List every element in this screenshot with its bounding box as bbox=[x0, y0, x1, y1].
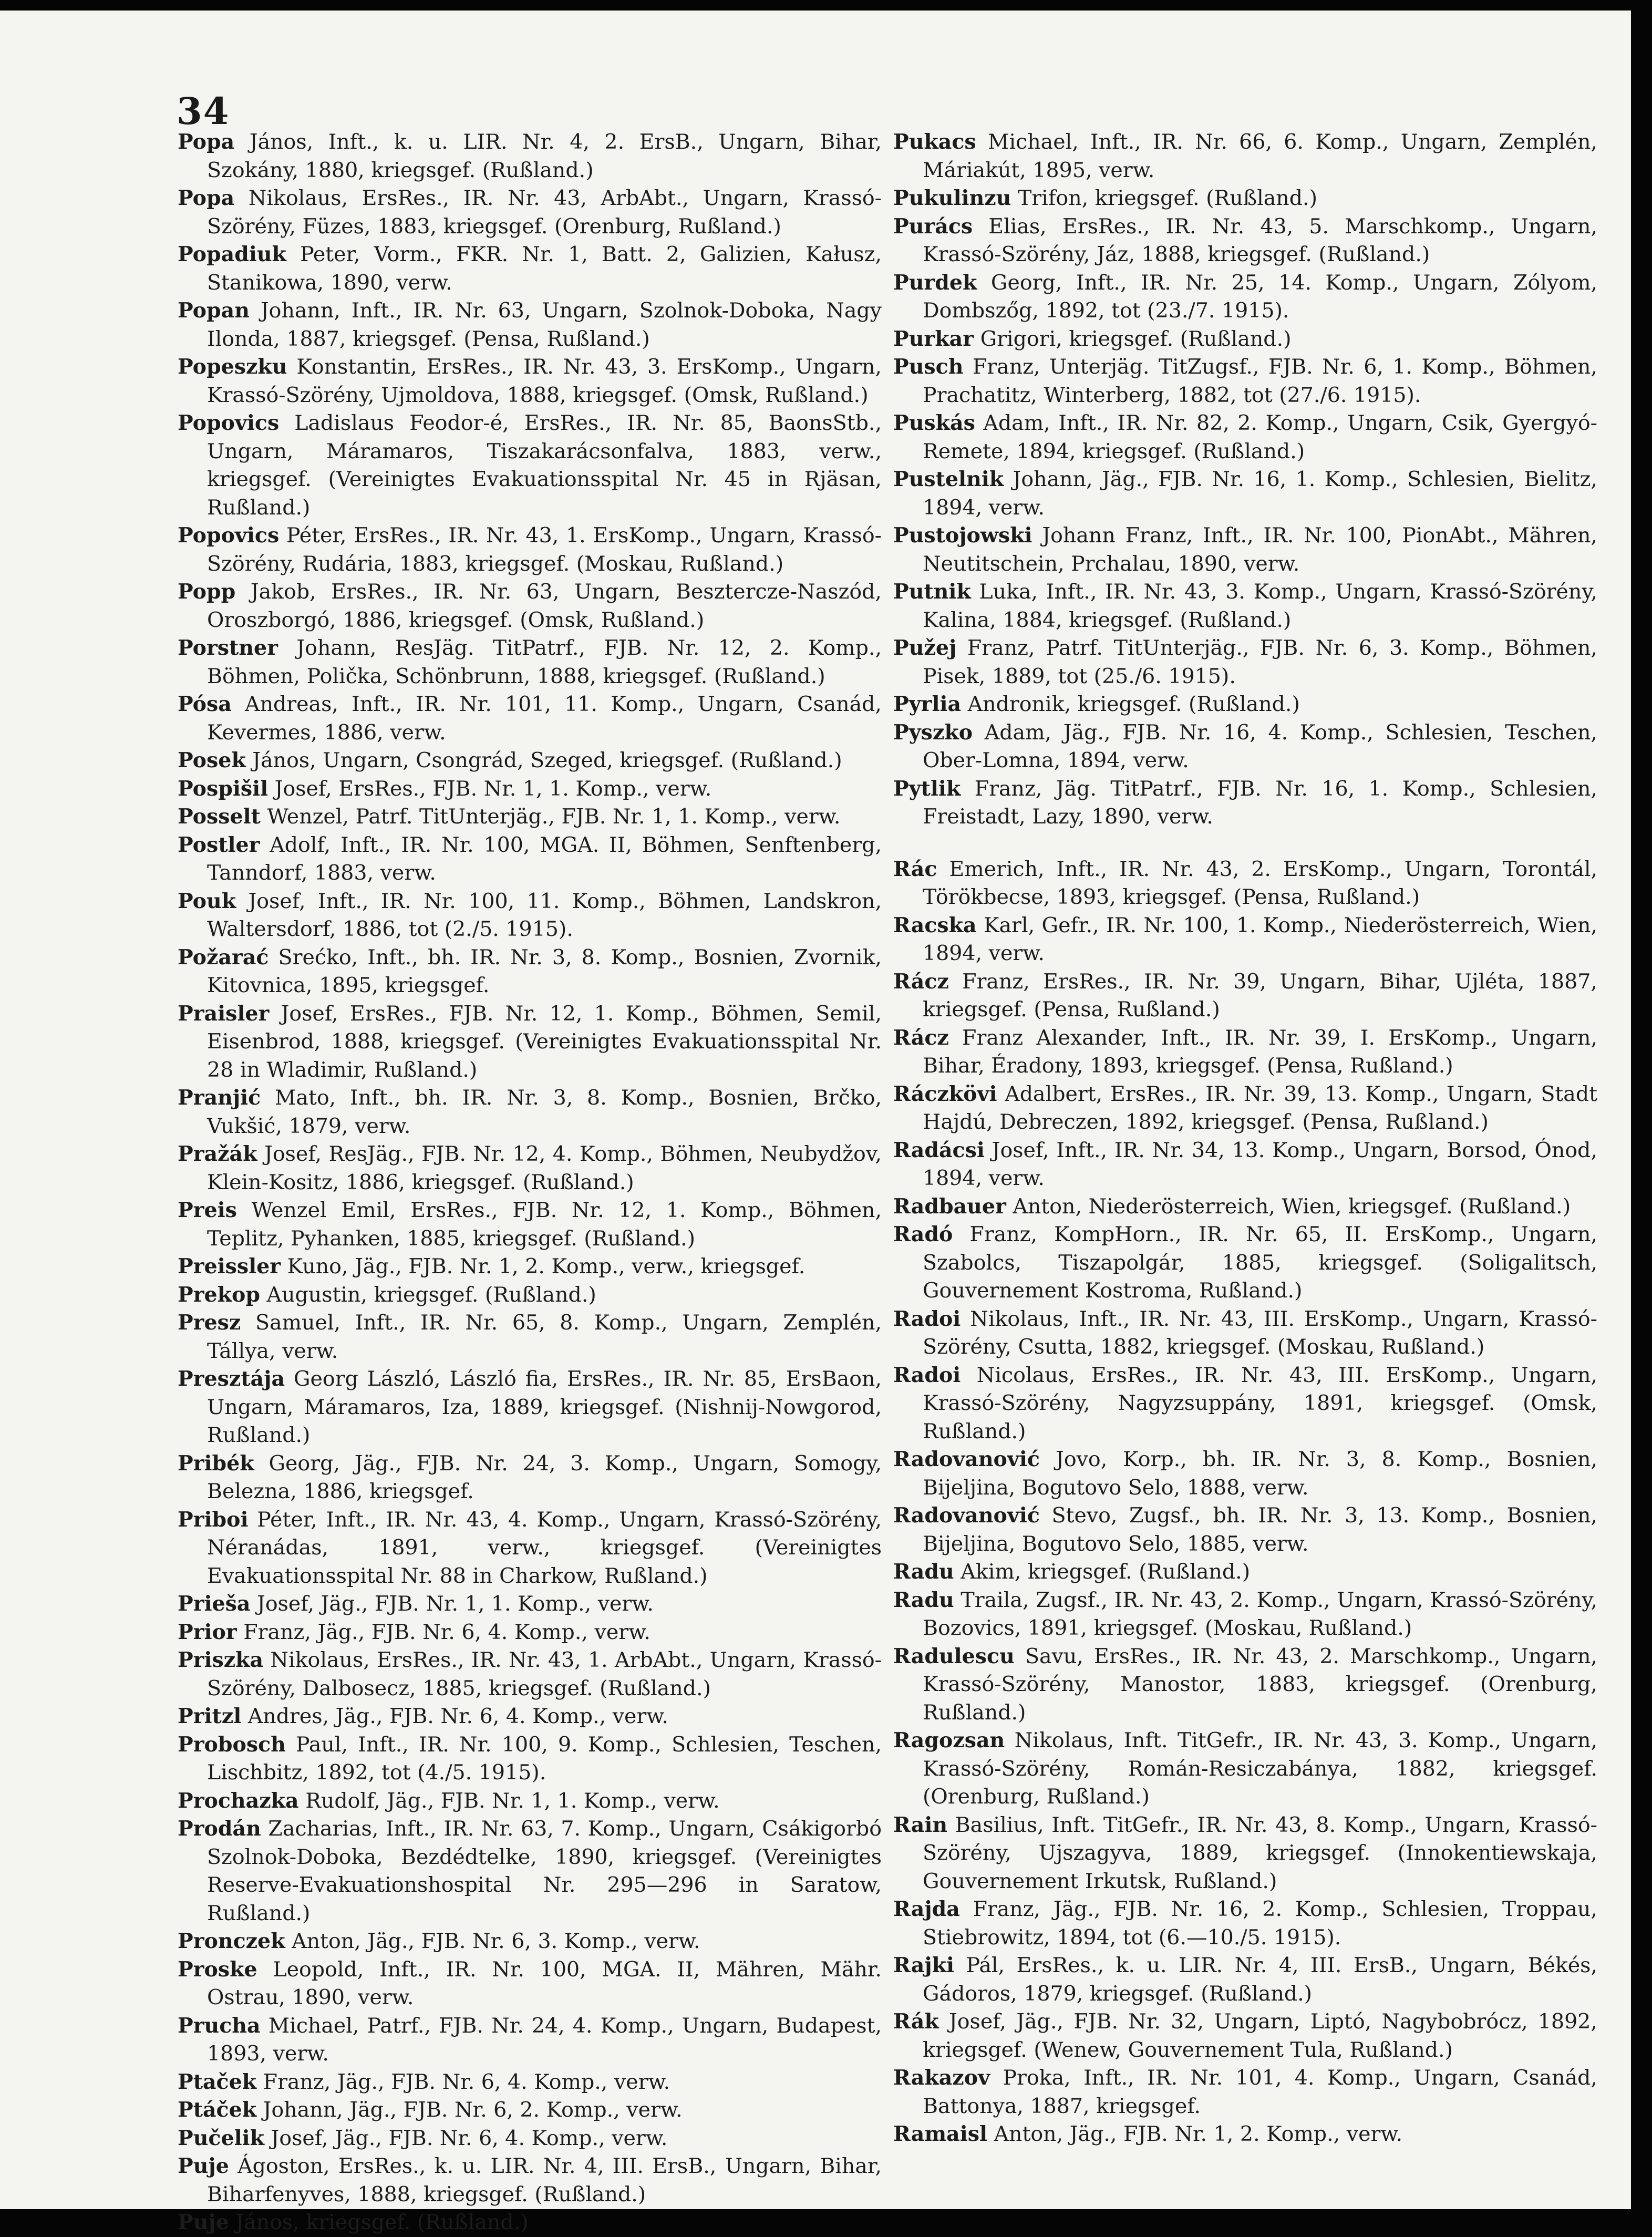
entry-surname: Radulescu bbox=[893, 1644, 1015, 1668]
entry-details: Franz Alexander, Inft., IR. Nr. 39, I. ErsKomp., Ungarn, Bihar, Éradony, 1893, kriegsgef. (Pensa, Rußland.) bbox=[923, 1025, 1598, 1078]
entry-surname: Pražák bbox=[178, 1142, 257, 1166]
entry-surname: Radó bbox=[893, 1222, 953, 1246]
entry-surname: Pusch bbox=[893, 355, 964, 379]
list-entry bbox=[178, 2096, 882, 2125]
entry-surname: Pósa bbox=[178, 692, 232, 716]
list-entry bbox=[178, 803, 882, 831]
entry-surname: Prieša bbox=[178, 1592, 251, 1616]
entry-surname: Popovics bbox=[178, 411, 280, 435]
entry-details: Michael, Inft., IR. Nr. 66, 6. Komp., Ungarn, Zemplén, Máriakút, 1895, verw. bbox=[923, 130, 1597, 182]
list-entry bbox=[178, 1084, 882, 1140]
entry-details: Johann, Inft., IR. Nr. 63, Ungarn, Szolnok-Doboka, Nagy Ilonda, 1887, kriegsgef. (Pensa, Rußland.) bbox=[207, 298, 882, 351]
list-entry bbox=[893, 1952, 1597, 2008]
list-entry bbox=[893, 325, 1597, 354]
list-entry bbox=[178, 2068, 882, 2097]
list-entry bbox=[893, 1137, 1597, 1193]
entry-details: Augustin, kriegsgef. (Rußland.) bbox=[266, 1282, 596, 1307]
entry-details: Johann, Jäg., FJB. Nr. 16, 1. Komp., Schlesien, Bielitz, 1894, verw. bbox=[923, 467, 1597, 520]
entry-surname: Purkar bbox=[893, 326, 974, 351]
entry-details: Franz, ErsRes., IR. Nr. 39, Ungarn, Bihar, Ujléta, 1887, kriegsgef. (Pensa, Rußland.) bbox=[923, 969, 1597, 1022]
entry-details: Samuel, Inft., IR. Nr. 65, 8. Komp., Ungarn, Zemplén, Tállya, verw. bbox=[207, 1311, 882, 1363]
entry-surname: Ramaisl bbox=[893, 2122, 987, 2146]
entry-details: Trifon, kriegsgef. (Rußland.) bbox=[1017, 186, 1317, 210]
entry-details: Srećko, Inft., bh. IR. Nr. 3, 8. Komp., Bosnien, Zvornik, Kitovnica, 1895, kriegsgef. bbox=[207, 945, 882, 997]
entry-details: Michael, Patrf., FJB. Nr. 24, 4. Komp., Ungarn, Budapest, 1893, verw. bbox=[207, 2013, 882, 2066]
list-entry bbox=[178, 1253, 882, 1281]
entry-surname: Posek bbox=[178, 748, 246, 772]
entry-surname: Postler bbox=[178, 832, 260, 857]
entry-details: Franz, Jäg., FJB. Nr. 16, 2. Komp., Schlesien, Troppau, Stiebrowitz, 1894, tot (6.—10./5. 1915). bbox=[923, 1897, 1597, 1950]
entry-surname: Preis bbox=[178, 1198, 237, 1222]
list-entry bbox=[178, 2209, 882, 2237]
list-entry bbox=[178, 1000, 882, 1085]
list-entry bbox=[178, 690, 882, 747]
entry-details: Savu, ErsRes., IR. Nr. 43, 2. Marschkomp., Ungarn, Krassó-Szörény, Manostor, 1883, kriegsgef. (Orenburg, Rußland.) bbox=[923, 1644, 1597, 1725]
entry-details: Andronik, kriegsgef. (Rußland.) bbox=[967, 692, 1300, 716]
list-entry bbox=[893, 269, 1597, 325]
entry-details: Jovo, Korp., bh. IR. Nr. 3, 8. Komp., Bosnien, Bijeljina, Bogutovo Selo, 1888, verw. bbox=[923, 1447, 1598, 1500]
entry-surname: Prucha bbox=[178, 2013, 261, 2038]
list-entry bbox=[178, 1787, 882, 1816]
list-entry bbox=[178, 1731, 882, 1787]
entry-surname: Prodán bbox=[178, 1817, 261, 1841]
entry-details: Franz, Jäg., FJB. Nr. 6, 4. Komp., verw. bbox=[263, 2069, 670, 2094]
entry-details: Franz, Unterjäg. TitZugsf., FJB. Nr. 6, 1. Komp., Böhmen, Prachatitz, Winterberg, 1882, tot (27./6. 1915). bbox=[923, 355, 1597, 407]
entry-surname: Popan bbox=[178, 298, 250, 323]
entry-surname: Ragozsan bbox=[893, 1728, 1005, 1753]
entry-surname: Puje bbox=[178, 2154, 229, 2178]
entry-surname: Popovics bbox=[178, 523, 280, 548]
entry-surname: Pustojowski bbox=[893, 523, 1032, 548]
entry-surname: Pukulinzu bbox=[893, 186, 1011, 210]
entry-details: Traila, Zugsf., IR. Nr. 43, 2. Komp., Ungarn, Krassó-Szörény, Bozovics, 1891, kriegsgef. (Moskau, Rußland.) bbox=[923, 1587, 1597, 1640]
list-entry bbox=[178, 1927, 882, 1956]
list-entry bbox=[893, 1446, 1597, 1502]
list-entry bbox=[178, 297, 882, 353]
entry-surname: Pukacs bbox=[893, 130, 976, 154]
entry-surname: Pužej bbox=[893, 636, 957, 660]
entry-details: Georg, Inft., IR. Nr. 25, 14. Komp., Ungarn, Zólyom, Dombszőg, 1892, tot (23./7. 1915). bbox=[923, 270, 1597, 323]
entry-details: Nikolaus, ErsRes., IR. Nr. 43, ArbAbt., Ungarn, Krassó-Szörény, Füzes, 1883, kriegsgef. (Orenburg, Rußland.) bbox=[207, 186, 882, 239]
list-entry bbox=[893, 522, 1597, 578]
list-entry bbox=[893, 2120, 1597, 2149]
list-entry bbox=[893, 2008, 1597, 2064]
entry-details: Péter, Inft., IR. Nr. 43, 4. Komp., Ungarn, Krassó-Szörény, Néranádas, 1891, verw., kriegsgef. (Vereinigtes Evakuationsspital Nr. 88 in Charkow, Rußland.) bbox=[207, 1507, 882, 1588]
entry-surname: Posselt bbox=[178, 805, 261, 829]
entry-details: Akim, kriegsgef. (Rußland.) bbox=[961, 1560, 1251, 1584]
list-entry bbox=[893, 912, 1597, 968]
entry-surname: Purdek bbox=[893, 270, 977, 295]
entry-details: Emerich, Inft., IR. Nr. 43, 2. ErsKomp., Ungarn, Torontál, Törökbecse, 1893, kriegsgef. (Pensa, Rußland.) bbox=[923, 857, 1598, 909]
list-entry bbox=[893, 775, 1597, 831]
entry-surname: Rác bbox=[893, 857, 937, 881]
list-entry bbox=[178, 2012, 882, 2068]
entry-surname: Radbauer bbox=[893, 1194, 1006, 1219]
left-column bbox=[178, 128, 882, 2237]
entry-surname: Putnik bbox=[893, 580, 971, 604]
entry-details: Nikolaus, Inft., IR. Nr. 43, III. ErsKomp., Ungarn, Krassó-Szörény, Csutta, 1882, kriegsgef. (Moskau, Rußland.) bbox=[923, 1306, 1597, 1359]
list-entry bbox=[178, 1197, 882, 1253]
entry-surname: Ptáček bbox=[178, 2098, 257, 2122]
entry-surname: Popa bbox=[178, 186, 235, 210]
entry-details: Franz, KompHorn., IR. Nr. 65, II. ErsKomp., Ungarn, Szabolcs, Tiszapolgár, 1885, kriegsgef. (Soligalitsch, Gouvernement Kostroma, Rußland.) bbox=[923, 1222, 1598, 1303]
entry-surname: Priboi bbox=[178, 1507, 249, 1532]
entry-details: Josef, ResJäg., FJB. Nr. 12, 4. Komp., Böhmen, Neubydžov, Klein-Kositz, 1886, kriegsgef. (Rußland.) bbox=[207, 1142, 882, 1194]
entry-surname: Radácsi bbox=[893, 1138, 985, 1162]
entry-surname: Popeszku bbox=[178, 355, 287, 379]
list-entry bbox=[178, 1140, 882, 1197]
entry-surname: Rák bbox=[893, 2009, 939, 2034]
entry-surname: Pyszko bbox=[893, 720, 973, 745]
entry-details: Andres, Jäg., FJB. Nr. 6, 4. Komp., verw. bbox=[247, 1704, 668, 1728]
entry-surname: Rajki bbox=[893, 1953, 954, 1977]
entry-surname: Prior bbox=[178, 1620, 237, 1644]
entry-details: Grigori, kriegsgef. (Rußland.) bbox=[980, 326, 1292, 351]
entry-surname: Rácz bbox=[893, 969, 949, 994]
entry-surname: Probosch bbox=[178, 1732, 286, 1757]
entry-surname: Purács bbox=[893, 214, 973, 239]
entry-surname: Rácz bbox=[893, 1025, 949, 1050]
entry-surname: Pouk bbox=[178, 889, 236, 913]
entry-details: János, Ungarn, Csongrád, Szeged, kriegsgef. (Rußland.) bbox=[252, 748, 842, 772]
entry-surname: Pytlik bbox=[893, 776, 961, 801]
entry-details: Franz, Patrf. TitUnterjäg., FJB. Nr. 6, 3. Komp., Böhmen, Pisek, 1889, tot (25./6. 1915). bbox=[923, 636, 1597, 688]
list-entry bbox=[893, 1895, 1597, 1952]
list-entry bbox=[178, 128, 882, 184]
list-entry bbox=[178, 888, 882, 944]
entry-surname: Puskás bbox=[893, 411, 975, 435]
entry-details: Georg László, László fia, ErsRes., IR. Nr. 85, ErsBaon, Ungarn, Máramaros, Iza, 1889, kriegsgef. (Nishnij-Nowgorod, Rußland.) bbox=[207, 1367, 882, 1447]
list-entry bbox=[893, 184, 1597, 213]
list-entry bbox=[178, 1506, 882, 1591]
entry-details: Franz, Jäg., FJB. Nr. 6, 4. Komp., verw. bbox=[243, 1620, 651, 1644]
list-entry bbox=[893, 466, 1597, 522]
entry-surname: Radoi bbox=[893, 1363, 961, 1387]
entry-details: Josef, Jäg., FJB. Nr. 1, 1. Komp., verw. bbox=[257, 1592, 654, 1616]
list-entry bbox=[893, 353, 1597, 409]
entry-details: Wenzel Emil, ErsRes., FJB. Nr. 12, 1. Komp., Böhmen, Teplitz, Pyhanken, 1885, kriegsgef. (Rußland.) bbox=[207, 1198, 882, 1251]
list-entry bbox=[178, 241, 882, 297]
list-entry bbox=[893, 1586, 1597, 1643]
entry-surname: Praisler bbox=[178, 1001, 270, 1026]
entry-details: Ladislaus Feodor-é, ErsRes., IR. Nr. 85, BaonsStb., Ungarn, Máramaros, Tiszakarácsonfalva, 1883, verw., kriegsgef. (Vereinigtes Evakuationsspital Nr. 45 in Rjäsan, Rußland.) bbox=[207, 411, 882, 520]
list-entry bbox=[893, 1727, 1597, 1811]
entry-surname: Racska bbox=[893, 913, 977, 937]
list-entry bbox=[178, 1450, 882, 1506]
list-entry bbox=[178, 634, 882, 690]
right-column bbox=[893, 128, 1597, 2149]
entry-details: Peter, Vorm., FKR. Nr. 1, Batt. 2, Galizien, Kałusz, Stanikowa, 1890, verw. bbox=[207, 242, 882, 295]
entry-surname: Popadiuk bbox=[178, 242, 286, 266]
list-entry bbox=[893, 855, 1597, 912]
entry-details: János, kriegsgef. (Rußland.) bbox=[235, 2210, 529, 2234]
entry-surname: Ptaček bbox=[178, 2069, 257, 2094]
entry-details: Franz, Jäg. TitPatrf., FJB. Nr. 16, 1. Komp., Schlesien, Freistadt, Lazy, 1890, verw. bbox=[923, 776, 1597, 829]
entry-surname: Radu bbox=[893, 1587, 954, 1612]
list-entry bbox=[178, 1956, 882, 2012]
entry-details: Rudolf, Jäg., FJB. Nr. 1, 1. Komp., verw. bbox=[305, 1788, 720, 1813]
entry-details: Zacharias, Inft., IR. Nr. 63, 7. Komp., Ungarn, Csákigorbó Szolnok-Doboka, Bezdédtelke, 1890, kriegsgef. (Vereinigtes Reserve-Evakuationshospital Nr. 295—296 in Saratow, Rußland.) bbox=[207, 1817, 882, 1925]
entry-details: Proka, Inft., IR. Nr. 101, 4. Komp., Ungarn, Csanád, Battonya, 1887, kriegsgef. bbox=[923, 2066, 1597, 2118]
list-entry bbox=[178, 2152, 882, 2209]
list-entry bbox=[178, 1619, 882, 1647]
entry-surname: Pučelik bbox=[178, 2126, 264, 2150]
entry-details: Pál, ErsRes., k. u. LIR. Nr. 4, III. ErsB., Ungarn, Békés, Gádoros, 1879, kriegsgef. (Rußland.) bbox=[923, 1953, 1598, 2006]
entry-details: Nikolaus, ErsRes., IR. Nr. 43, 1. ArbAbt., Ungarn, Krassó-Szörény, Dalbosecz, 1885, kriegsgef. (Rußland.) bbox=[207, 1648, 882, 1700]
page-number: 34 bbox=[177, 89, 230, 133]
entry-details: Josef, ErsRes., FJB. Nr. 12, 1. Komp., Böhmen, Semil, Eisenbrod, 1888, kriegsgef. (Vereinigtes Evakuationsspital Nr. 28 in Wladimir, Rußland.) bbox=[207, 1001, 882, 1082]
list-entry bbox=[178, 1281, 882, 1310]
entry-surname: Pronczek bbox=[178, 1929, 285, 1953]
entry-surname: Pyrlia bbox=[893, 692, 962, 716]
list-entry bbox=[178, 1703, 882, 1731]
entry-surname: Popp bbox=[178, 580, 236, 604]
list-entry bbox=[178, 578, 882, 634]
list-entry bbox=[893, 1558, 1597, 1586]
list-entry bbox=[893, 1362, 1597, 1446]
list-entry bbox=[893, 690, 1597, 719]
entry-details: Josef, Inft., IR. Nr. 34, 13. Komp., Ungarn, Borsod, Ónod, 1894, verw. bbox=[923, 1138, 1597, 1190]
list-entry bbox=[178, 1646, 882, 1703]
entry-surname: Ráczkövi bbox=[893, 1081, 997, 1106]
list-entry bbox=[893, 578, 1597, 634]
entry-surname: Presztája bbox=[178, 1367, 285, 1391]
list-entry bbox=[893, 1024, 1597, 1080]
entry-surname: Radoi bbox=[893, 1306, 961, 1331]
entry-details: Ágoston, ErsRes., k. u. LIR. Nr. 4, III. ErsB., Ungarn, Bihar, Biharfenyves, 1888, kriegsgef. (Rußland.) bbox=[207, 2154, 882, 2207]
section-gap bbox=[893, 831, 1597, 855]
entry-details: Anton, Niederösterreich, Wien, kriegsgef. (Rußland.) bbox=[1013, 1194, 1571, 1219]
entry-details: Mato, Inft., bh. IR. Nr. 3, 8. Komp., Bosnien, Brčko, Vukšić, 1879, verw. bbox=[207, 1086, 882, 1138]
list-entry bbox=[893, 409, 1597, 466]
list-entry bbox=[178, 747, 882, 775]
list-entry bbox=[893, 128, 1597, 184]
entry-details: Johann, ResJäg. TitPatrf., FJB. Nr. 12, 2. Komp., Böhmen, Polička, Schönbrunn, 1888, kriegsgef. (Rußland.) bbox=[207, 636, 882, 688]
entry-surname: Požarać bbox=[178, 945, 269, 970]
entry-surname: Proske bbox=[178, 1957, 257, 1982]
list-entry bbox=[178, 1815, 882, 1927]
list-entry bbox=[893, 1080, 1597, 1137]
entry-details: Johann, Jäg., FJB. Nr. 6, 2. Komp., verw. bbox=[263, 2098, 683, 2122]
list-entry bbox=[178, 353, 882, 409]
list-entry bbox=[893, 719, 1597, 775]
entry-details: Josef, Inft., IR. Nr. 100, 11. Komp., Böhmen, Landskron, Waltersdorf, 1886, tot (2./5. 1915). bbox=[207, 889, 882, 941]
entry-details: Johann Franz, Inft., IR. Nr. 100, PionAbt., Mähren, Neutitschein, Prchalau, 1890, verw. bbox=[923, 523, 1597, 576]
entry-details: Kuno, Jäg., FJB. Nr. 1, 2. Komp., verw., kriegsgef. bbox=[287, 1254, 806, 1279]
list-entry bbox=[893, 1811, 1597, 1896]
list-entry bbox=[893, 968, 1597, 1024]
entry-surname: Rajda bbox=[893, 1897, 960, 1921]
entry-details: Paul, Inft., IR. Nr. 100, 9. Komp., Schlesien, Teschen, Lischbitz, 1892, tot (4./5. 1915). bbox=[207, 1732, 882, 1785]
entry-surname: Pospišil bbox=[178, 776, 269, 801]
list-entry bbox=[178, 2125, 882, 2153]
list-entry bbox=[178, 831, 882, 888]
entry-details: Basilius, Inft. TitGefr., IR. Nr. 43, 8. Komp., Ungarn, Krassó-Szörény, Ujszagyva, 1889, kriegsgef. (Innokentiewskaja, Gouvernement Irkutsk, Rußland.) bbox=[923, 1812, 1597, 1893]
entry-details: Anton, Jäg., FJB. Nr. 1, 2. Komp., verw. bbox=[994, 2122, 1403, 2146]
list-entry bbox=[178, 409, 882, 522]
entry-surname: Pustelnik bbox=[893, 467, 1004, 491]
entry-surname: Pribék bbox=[178, 1451, 254, 1476]
entry-surname: Pranjić bbox=[178, 1086, 261, 1110]
entry-details: Nikolaus, Inft. TitGefr., IR. Nr. 43, 3. Komp., Ungarn, Krassó-Szörény, Román-Resiczabánya, 1882, kriegsgef. (Orenburg, Rußland.) bbox=[923, 1728, 1597, 1809]
list-entry bbox=[893, 1643, 1597, 1727]
entry-details: Wenzel, Patrf. TitUnterjäg., FJB. Nr. 1, 1. Komp., verw. bbox=[267, 805, 841, 829]
entry-surname: Popa bbox=[178, 130, 235, 154]
entry-details: Stevo, Zugsf., bh. IR. Nr. 3, 13. Komp., Bosnien, Bijeljina, Bogutovo Selo, 1885, verw. bbox=[923, 1503, 1597, 1556]
entry-details: Karl, Gefr., IR. Nr. 100, 1. Komp., Niederösterreich, Wien, 1894, verw. bbox=[923, 913, 1597, 965]
list-entry bbox=[893, 1305, 1597, 1362]
list-entry bbox=[178, 944, 882, 1000]
list-entry bbox=[893, 1193, 1597, 1221]
list-entry bbox=[178, 1309, 882, 1365]
list-entry bbox=[893, 1502, 1597, 1558]
list-entry bbox=[178, 522, 882, 578]
entry-surname: Preissler bbox=[178, 1254, 281, 1279]
entry-details: Josef, Jäg., FJB. Nr. 6, 4. Komp., verw. bbox=[271, 2126, 668, 2150]
entry-surname: Priszka bbox=[178, 1648, 264, 1672]
list-entry bbox=[893, 1221, 1597, 1305]
entry-details: Jakob, ErsRes., IR. Nr. 63, Ungarn, Besztercze-Naszód, Oroszborgó, 1886, kriegsgef. (Omsk, Rußland.) bbox=[207, 580, 882, 632]
entry-details: Adam, Inft., IR. Nr. 82, 2. Komp., Ungarn, Csik, Gyergyó-Remete, 1894, kriegsgef. (Rußland.) bbox=[923, 411, 1597, 463]
list-entry bbox=[178, 1590, 882, 1619]
entry-surname: Porstner bbox=[178, 636, 278, 660]
entry-details: Nicolaus, ErsRes., IR. Nr. 43, III. ErsKomp., Ungarn, Krassó-Szörény, Nagyzsuppány, 1891, kriegsgef. (Omsk, Rußland.) bbox=[923, 1363, 1598, 1444]
list-entry bbox=[893, 2064, 1597, 2120]
entry-surname: Rakazov bbox=[893, 2066, 990, 2090]
entry-details: Josef, Jäg., FJB. Nr. 32, Ungarn, Liptó, Nagybobrócz, 1892, kriegsgef. (Wenew, Gouvernement Tula, Rußland.) bbox=[923, 2009, 1597, 2062]
entry-surname: Prochazka bbox=[178, 1788, 299, 1813]
entry-details: Adolf, Inft., IR. Nr. 100, MGA. II, Böhmen, Senftenberg, Tanndorf, 1883, verw. bbox=[207, 832, 882, 885]
entry-surname: Prekop bbox=[178, 1282, 260, 1307]
list-entry bbox=[178, 775, 882, 803]
list-entry bbox=[178, 1365, 882, 1450]
entry-details: Josef, ErsRes., FJB. Nr. 1, 1. Komp., verw. bbox=[274, 776, 712, 801]
entry-details: Andreas, Inft., IR. Nr. 101, 11. Komp., Ungarn, Csanád, Kevermes, 1886, verw. bbox=[207, 692, 882, 745]
entry-surname: Puje bbox=[178, 2210, 229, 2234]
entry-details: Adam, Jäg., FJB. Nr. 16, 4. Komp., Schlesien, Teschen, Ober-Lomna, 1894, verw. bbox=[923, 720, 1597, 772]
entry-surname: Rain bbox=[893, 1812, 948, 1837]
list-entry bbox=[893, 634, 1597, 690]
entry-details: Péter, ErsRes., IR. Nr. 43, 1. ErsKomp., Ungarn, Krassó-Szörény, Rudária, 1883, kriegsgef. (Moskau, Rußland.) bbox=[207, 523, 882, 576]
entry-surname: Radu bbox=[893, 1560, 954, 1584]
entry-surname: Pritzl bbox=[178, 1704, 242, 1728]
entry-details: János, Inft., k. u. LIR. Nr. 4, 2. ErsB., Ungarn, Bihar, Szokány, 1880, kriegsgef. (Rußland.) bbox=[207, 130, 882, 182]
entry-surname: Radovanović bbox=[893, 1447, 1040, 1471]
entry-details: Georg, Jäg., FJB. Nr. 24, 3. Komp., Ungarn, Somogy, Belezna, 1886, kriegsgef. bbox=[207, 1451, 882, 1503]
list-entry bbox=[893, 213, 1597, 269]
entry-details: Anton, Jäg., FJB. Nr. 6, 3. Komp., verw. bbox=[292, 1929, 700, 1953]
entry-details: Adalbert, ErsRes., IR. Nr. 39, 13. Komp., Ungarn, Stadt Hajdú, Debreczen, 1892, kriegsgef. (Pensa, Rußland.) bbox=[923, 1081, 1597, 1134]
entry-details: Konstantin, ErsRes., IR. Nr. 43, 3. ErsKomp., Ungarn, Krassó-Szörény, Ujmoldova, 1888, kriegsgef. (Omsk, Rußland.) bbox=[207, 355, 882, 407]
entry-details: Elias, ErsRes., IR. Nr. 43, 5. Marschkomp., Ungarn, Krassó-Szörény, Jáz, 1888, kriegsgef. (Rußland.) bbox=[923, 214, 1597, 266]
entry-surname: Presz bbox=[178, 1311, 241, 1335]
entry-details: Leopold, Inft., IR. Nr. 100, MGA. II, Mähren, Mähr. Ostrau, 1890, verw. bbox=[207, 1957, 882, 2009]
entry-surname: Radovanović bbox=[893, 1503, 1040, 1528]
entry-details: Luka, Inft., IR. Nr. 43, 3. Komp., Ungarn, Krassó-Szörény, Kalina, 1884, kriegsgef. (Rußland.) bbox=[923, 580, 1597, 632]
list-entry bbox=[178, 184, 882, 241]
